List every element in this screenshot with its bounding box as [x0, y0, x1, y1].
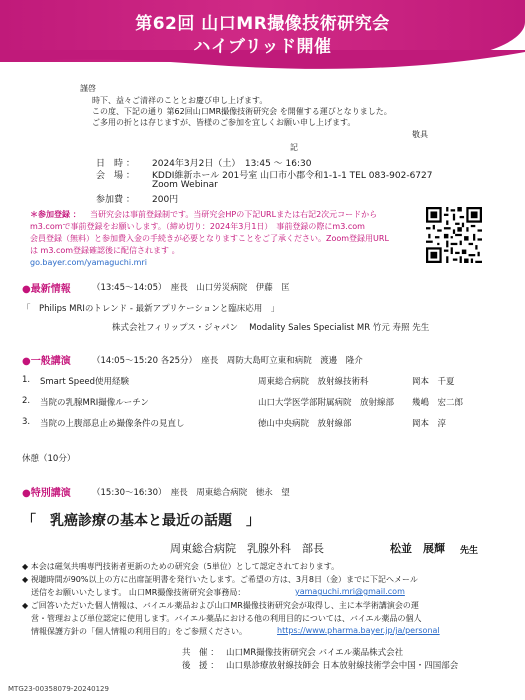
registration-line: m3.comで事前登録をお願いします。（締め切り：2024年3月1日） 事前登録の際にm3.com [30, 222, 365, 231]
section-heading-special: ●特別講演 [22, 488, 71, 499]
special-time-chair: （15:30～16:30） 座長 周東総合病院 徳永 望 [92, 488, 290, 498]
note-line: 営・管理および単位認定に使用します。バイエル薬品における他の利用目的については、バイエル薬品の個人 [31, 614, 422, 623]
document-code: MTG23-00358079-20240129 [8, 685, 109, 693]
talk-presenter: 岡本 淳 [412, 419, 447, 429]
closing: 敬具 [412, 130, 428, 139]
venue-label: 会 場 ： [96, 171, 135, 181]
talk-number: 1. [22, 375, 31, 385]
registration-line: 会員登録（無料）と参加費入金の手続きが必要となりますことをご了承ください。Zoom登録用URL [30, 234, 389, 243]
latest-speaker: 株式会社フィリップス・ジャパン Modality Sales Specialist MR 竹元 寿照 先生 [112, 323, 430, 333]
fee-label: 参加費 ： [96, 195, 135, 205]
ki-label: 記 [290, 143, 298, 152]
intro-line: この度、下記の通り 第62回山口MR撮像技術研究会 を開催する運びとなりました。 [92, 107, 392, 116]
talk-title: 当院の上腹部息止め撮像条件の見直し [40, 419, 185, 429]
fee-value: 200円 [152, 195, 179, 205]
talk-hospital: 山口大学医学部附属病院 放射線部 [258, 398, 395, 408]
cohost-value: 山口MR撮像技術研究会 バイエル薬品株式会社 [226, 648, 404, 658]
registration-line: は m3.com登録確認後に配信されます 。 [30, 246, 180, 255]
date-value: 2024年3月2日（土） 13:45 ～ 16:30 [152, 159, 312, 169]
talk-number: 3. [22, 417, 31, 427]
registration-label: ＊参加登録 ： [30, 210, 81, 219]
talk-title: Smart Speed使用経験 [40, 377, 130, 387]
registration-url[interactable]: go.bayer.com/yamaguchi.mri [30, 258, 147, 267]
section-heading-general: ●一般講演 [22, 356, 71, 367]
general-time-chair: （14:05～15:20 各25分） 座長 周防大島町立東和病院 渡邊 隆介 [92, 356, 363, 366]
support-label: 後 援 ： [182, 661, 219, 671]
venue-value: KDDI維新ホール 201号室 山口市小郡令和1-1-1 TEL 083-902-6727 [152, 171, 433, 181]
talk-presenter: 岡本 千夏 [412, 377, 455, 387]
note-line: ◆ ご回答いただいた個人情報は、バイエル薬品および山口MR撮像技術研究会が取得し、主に本学術講演会の運 [22, 601, 419, 610]
note-line: ◆ 本会は磁気共鳴専門技術者更新のための研究会（5単位）として認定されております。 [22, 562, 340, 571]
special-speaker-name: 松並 展輝 [390, 542, 445, 555]
contact-email-link[interactable]: yamaguchi.mri@gmail.com [295, 587, 405, 596]
latest-time-chair: （13:45～14:05） 座長 山口労災病院 伊藤 匡 [92, 283, 290, 293]
note-line: ◆ 視聴時間が90%以上の方に出席証明書を発行いたします。ご希望の方は、3月8日（金）までに下記へメール [22, 575, 418, 584]
greeting: 謹啓 [80, 84, 96, 93]
break-label: 休憩（10分） [22, 454, 76, 464]
support-value: 山口県診療放射線技師会 日本放射線技術学会中国・四国部会 [226, 661, 459, 671]
section-heading-latest: ●最新情報 [22, 284, 71, 295]
qr-code-icon[interactable] [426, 207, 482, 263]
note-line: 送信をお願いいたします。 山口MR撮像技術研究会事務局： [31, 588, 246, 597]
intro-line: 時下、益々ご清祥のこととお慶び申し上げます。 [92, 96, 268, 105]
talk-title: 当院の乳腺MRI撮像ルーチン [40, 398, 149, 408]
cohost-label: 共 催 ： [182, 648, 219, 658]
note-line: 情報保護方針の「個人情報の利用目的」をご参照ください。 [31, 627, 247, 636]
talk-hospital: 周東総合病院 放射線技術科 [258, 377, 369, 387]
talk-hospital: 徳山中央病院 放射線部 [258, 419, 352, 429]
venue-online: Zoom Webinar [152, 180, 218, 190]
date-label: 日 時 ： [96, 159, 135, 169]
special-title: 「 乳癌診療の基本と最近の話題 」 [22, 513, 260, 529]
page-subtitle: ハイブリッド開催 [193, 37, 332, 57]
special-honorific: 先生 [460, 546, 479, 556]
latest-topic: 「 Philips MRIのトレンド - 最新アプリケーションと臨床応用 」 [22, 304, 280, 314]
registration-line: 当研究会は事前登録制です。当研究会HPの下記URLまたは右記2次元コードから [90, 210, 378, 219]
special-affiliation: 周東総合病院 乳腺外科 部長 [170, 542, 324, 555]
intro-line: ご多用の折とは存じますが、皆様のご参加を宜しくお願い申し上げます。 [92, 118, 356, 127]
page-title: 第62回 山口MR撮像技術研究会 [135, 14, 390, 34]
talk-number: 2. [22, 396, 31, 406]
privacy-policy-link[interactable]: https://www.pharma.bayer.jp/ja/personal [277, 626, 440, 635]
talk-presenter: 幾嶋 宏二郎 [412, 398, 464, 408]
